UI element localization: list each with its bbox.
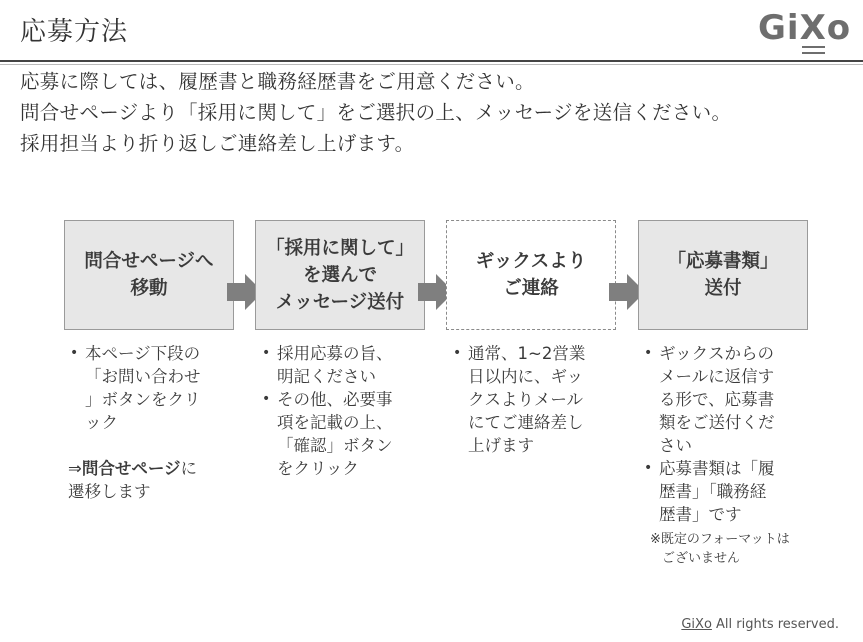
step-1-line: 移動 (130, 278, 168, 299)
intro-line: 採用担当より折り返しご連絡差し上げます。 (20, 132, 415, 155)
desc-line: ック (85, 413, 118, 432)
step-4-line: 「応募書類」 (667, 251, 779, 272)
desc-line: • ギックスからの (659, 344, 775, 363)
result-suffix: に (180, 459, 197, 478)
copyright-footer (681, 617, 839, 632)
desc-line: • 採用応募の旨、 (277, 344, 393, 363)
desc-line: にてご連絡差し (468, 413, 584, 432)
logo-text-x: X (800, 8, 827, 48)
step-2-line: メッセージ送付 (275, 291, 405, 313)
desc-line: メールに返信す (659, 367, 775, 386)
step-2-line: 「採用に関して」 (265, 237, 414, 259)
desc-line: 類をご送付くだ (659, 413, 775, 432)
footer-brand: GiXo (681, 617, 712, 632)
list-item (642, 342, 790, 457)
step-1-description (68, 342, 201, 503)
intro-line: 問合せページより「採用に関して」をご選択の上、メッセージを送信ください。 (20, 101, 732, 124)
title-divider-thin (0, 64, 863, 65)
step-4-description (642, 342, 790, 568)
step-box-3 (446, 220, 616, 330)
result-bold: 問合せページ (81, 459, 181, 478)
title-divider (0, 60, 863, 62)
desc-line: 歴書」です (659, 505, 742, 524)
step-3-line: ギックスより (475, 251, 587, 272)
intro-line: 応募に際しては、履歴書と職務経歴書をご用意ください。 (20, 70, 535, 93)
logo-underbars (802, 46, 825, 54)
desc-line: • 本ページ下段の (85, 344, 201, 363)
step-3-line: ご連絡 (503, 278, 559, 299)
step-box-4 (638, 220, 808, 330)
list-item (68, 342, 201, 434)
step-box-2 (255, 220, 425, 330)
step-4-line: 送付 (704, 278, 742, 299)
footer-rights: All rights reserved. (711, 617, 839, 632)
note-line: ございません (662, 551, 741, 566)
step-1-line: 問合せページへ (84, 251, 214, 272)
step-box-1 (64, 220, 234, 330)
step-3-description (451, 342, 585, 457)
desc-line: さい (659, 436, 692, 455)
list-item (642, 457, 790, 526)
logo-text-gi: Gi (758, 8, 800, 48)
list-item (260, 388, 393, 480)
desc-line: る形で、応募書 (659, 390, 775, 409)
step-2-description (260, 342, 393, 480)
step-2-line: を選んで (302, 264, 377, 286)
desc-line: 歴書」「職務経 (659, 482, 767, 501)
desc-line: 上げます (468, 436, 534, 455)
step-1-result (68, 457, 201, 503)
logo-text-o: o (826, 8, 852, 48)
desc-line: 「確認」ボタン (277, 436, 393, 455)
desc-line: をクリック (277, 459, 359, 478)
desc-line: 」ボタンをクリ (85, 390, 201, 409)
result-prefix: ⇒ (68, 459, 82, 478)
list-item (451, 342, 585, 457)
desc-line: • その他、必要事 (277, 390, 393, 409)
desc-line: 項を記載の上、 (277, 413, 393, 432)
gixo-logo (758, 8, 851, 48)
result-line: 遷移します (68, 482, 151, 501)
desc-line: • 応募書類は「履 (659, 459, 775, 478)
desc-line: クスよりメール (468, 390, 584, 409)
format-note (642, 530, 790, 568)
desc-line: 明記ください (277, 367, 376, 386)
note-line: ※既定のフォーマットは (650, 532, 790, 547)
desc-line: • 通常、1~2営業 (468, 344, 586, 363)
desc-line: 日以内に、ギッ (468, 367, 584, 386)
page-title: 応募方法 (20, 17, 129, 47)
list-item (260, 342, 393, 388)
intro-text (20, 66, 850, 159)
desc-line: 「お問い合わせ (85, 367, 201, 386)
